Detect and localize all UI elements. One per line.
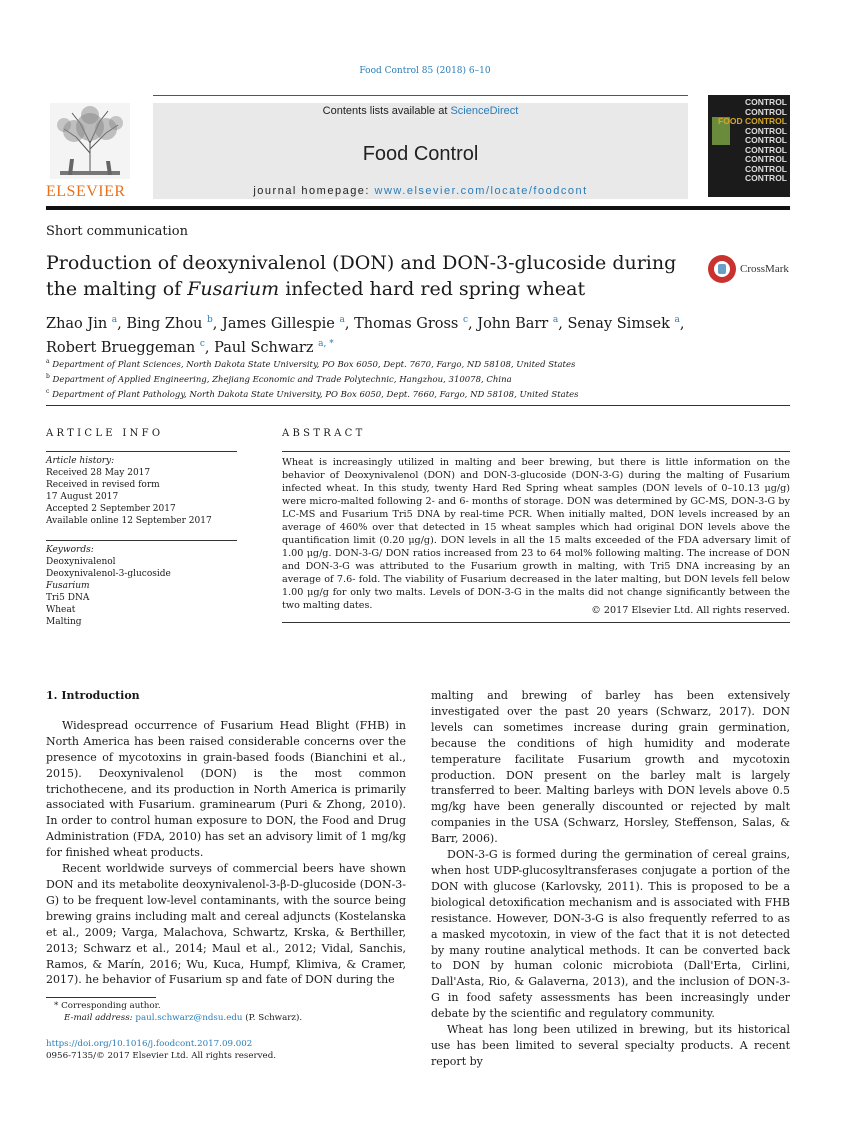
issn-line: 0956-7135/© 2017 Elsevier Ltd. All rights reserved. [46, 1051, 277, 1061]
journal-homepage-line [153, 185, 688, 197]
masthead-top-rule [153, 95, 688, 96]
paragraph: malting and brewing of barley has been extensively investigated over the past 20 years (Schwarz, 2017). DON levels can sometimes increase during grain germination, because the conditions of high humidity and moderate temperature facilitate Fusarium growth and mycotoxin production. DON present on the barley malt is largely transferred to beer. Malting barleys with DON levels above 0.5 mg/kg have been generally discounted or rejected by malt companies in the USA (Schwarz, Horsley, Steffenson, Salas, & Barr, 2006). [431, 689, 790, 846]
keyword: Deoxynivalenol [46, 557, 116, 567]
divider [46, 451, 237, 452]
cover-line: CONTROL [744, 106, 787, 117]
divider [282, 451, 790, 452]
cover-line: CONTROL [744, 154, 787, 164]
article-title [46, 250, 686, 302]
title-italic: Fusarium [187, 278, 280, 300]
author: Senay Simsek $^a$ [567, 315, 680, 332]
keywords-label: Keywords: [46, 545, 94, 555]
crossmark-icon [708, 255, 736, 283]
affiliations [46, 356, 786, 400]
journal-citation: Food Control 85 (2018) 6–10 [359, 66, 491, 76]
divider [46, 405, 790, 406]
author: John Barr $^a$ [477, 315, 559, 332]
author: James Gillespie $^a$ [222, 315, 345, 332]
title-part: Production of deoxynivalenol (DON) and DON-3-glucoside during [46, 252, 677, 274]
history-item: Received in revised form [46, 480, 160, 490]
paragraph: Wheat has long been utilized in brewing, but its historical use has been limited to several specialty products. A recent report by [431, 1023, 790, 1068]
history-label: Article history: [46, 456, 115, 466]
author: Zhao Jin $^a$ [46, 315, 118, 332]
title-part: infected hard red spring wheat [279, 278, 586, 300]
title-part: the malting of [46, 278, 188, 300]
cover-line: CONTROL [744, 125, 787, 136]
affiliation: $^a$ Department of Plant Sciences, North Dakota State University, PO Box 6050, Dept. 7670, Fargo, ND 58108, United States [46, 358, 576, 370]
journal-cover-thumbnail [708, 95, 790, 197]
body-column-left [46, 688, 406, 988]
divider [46, 540, 237, 541]
article-history [46, 455, 246, 527]
cover-line: CONTROL [744, 144, 787, 155]
author: Bing Zhou $^b$ [126, 315, 213, 332]
crossmark-badge[interactable] [708, 255, 792, 285]
cover-line: CONTROL [744, 135, 787, 145]
author-affiliation-link[interactable]: b [207, 315, 213, 325]
doi-link[interactable]: https://doi.org/10.1016/j.foodcont.2017.09.002 [46, 1039, 253, 1049]
keyword: Wheat [46, 605, 76, 615]
cover-title-lines [718, 98, 787, 184]
footnote-divider [46, 997, 156, 998]
doi-block [46, 1038, 406, 1062]
cover-line: CONTROL [744, 97, 787, 107]
sciencedirect-link[interactable]: ScienceDirect [450, 105, 519, 117]
author-affiliation-link[interactable]: c [199, 338, 205, 349]
article-info-heading: ARTICLE INFO [46, 428, 164, 439]
cover-line: FOOD CONTROL [718, 116, 787, 126]
elsevier-logo [46, 103, 134, 201]
keywords [46, 544, 246, 628]
history-item: Accepted 2 September 2017 [46, 504, 176, 514]
history-item: Available online 12 September 2017 [46, 516, 212, 526]
history-item: 17 August 2017 [46, 492, 119, 502]
section-heading: 1. Introduction [46, 689, 140, 702]
journal-name: Food Control [362, 143, 479, 165]
email-link[interactable]: paul.schwarz@ndsu.edu [135, 1013, 243, 1023]
author-affiliation-link[interactable]: a [674, 315, 680, 325]
affiliation: $^b$ Department of Applied Engineering, Zhejiang Economic and Trade Polytechnic, Hangzhou, 310078, China [46, 372, 512, 385]
body-column-right [431, 688, 790, 1070]
author-affiliation-link[interactable]: a [339, 315, 345, 325]
author: Robert Brueggeman $^c$ [46, 338, 205, 356]
history-item: Received 28 May 2017 [46, 468, 151, 478]
author-affiliation-link[interactable]: a, * [318, 338, 334, 349]
corresponding-author-note: * Corresponding author. [54, 1001, 161, 1011]
author-list: Zhao Jin $^a$, Bing Zhou $^b$, James Gillespie $^a$, Thomas Gross $^c$, John Barr $^a$, Senay Simsek $^a$, Robert Brueggeman $^c$, Paul Schwarz $^{a, *}$ [46, 315, 685, 356]
elsevier-wordmark: ELSEVIER [46, 183, 126, 200]
author: Paul Schwarz $^{a, *}$ [214, 338, 334, 356]
author-affiliation-link[interactable]: a [552, 315, 559, 325]
paragraph: Recent worldwide surveys of commercial beers have shown DON and its metabolite deoxynivalenol-3-β-D-glucoside (DON-3-G) to be frequent low-level contaminants, with the source being brewing grains including malt and cereal adjuncts (Kostelanska et al., 2009; Varga, Malachova, Schwartz, Krska, & Berthiller, 2013; Schwarz et al., 2014; Maul et al., 2012; Vidal, Sanchis, Ramos, & Marín, 2016; Wu, Kuca, Humpf, Klimiva, & Cramer, 2017). he behavior of Fusarium sp and fate of DON during the [46, 862, 406, 987]
article-type: Short communication [46, 224, 188, 239]
abstract-copyright: © 2017 Elsevier Ltd. All rights reserved. [591, 605, 790, 616]
keyword: Fusarium [46, 581, 90, 591]
keyword: Tri5 DNA [46, 593, 90, 603]
author-affiliation-link[interactable]: a [111, 315, 118, 325]
contents-line [153, 105, 688, 117]
footnotes [46, 1000, 406, 1024]
abstract-heading: ABSTRACT [282, 428, 366, 439]
paragraph: DON-3-G is formed during the germination of cereal grains, when host UDP-glucosyltransferases conjugate a portion of the DON with glucose (Karlovsky, 2011). This is proposed to be a biological detoxification mechanism and is associated with FHB resistance. However, DON-3-G is also frequently referred to as a masked mycotoxin, in view of the fact that it is not detected by many routine analytical methods. It can be converted back to DON by human colonic microbiota (Dall'Erta, Cirlini, Dall'Asta, Rio, & Galaverna, 2013), and the inclusion of DON-3-G in food safety assessments has been increasingly under debate by the scientific and regulatory community. [431, 848, 790, 1021]
cover-line: CONTROL [744, 163, 787, 174]
crossmark-label: CrossMark [740, 263, 789, 275]
journal-masthead [46, 95, 790, 205]
cover-line: CONTROL [744, 173, 787, 183]
abstract-text: Wheat is increasingly utilized in malting and beer brewing, but there is little information on the behavior of Deoxynivalenol (DON) and DON-3-glucoside (DON-3-G) during the malting of Fusarium infected wheat. In this study, twenty Hard Red Spring wheat samples (DON levels of 0–10.13 μg/g) were micro-malted following 2- and 6- months of storage. DON was determined by GC-MS, DON-3-G by LC-MS and Fusarium Tri5 DNA by real-time PCR. When initially malted, DON levels increased by an average of 460% over that detected in 15 wheat samples which had original DON levels above the quantification limit (0.20 μg/g). DON levels in all the 15 malts exceeded of the FDA adversary limit of 1.00 μg/g. DON-3-G/ DON ratios increased from 23 to 64 mol% following malting. The increase of DON and DON-3-G was attributed to the Fusarium growth in malting, with Tri5 DNA increasing by an average of 7.6- fold. The viability of Fusarium decreased in the later malting, but DON levels fell below 1.00 μg/g for only two malts. Levels of DON-3-G in the malts did not change significantly between the two malting dates. [282, 457, 790, 611]
masthead-bottom-rule [46, 206, 790, 210]
affiliation: $^c$ Department of Plant Pathology, North Dakota State University, PO Box 6050, Dept. 7660, Fargo, ND 58108, United States [46, 387, 579, 400]
keyword: Deoxynivalenol-3-glucoside [46, 569, 171, 579]
elsevier-tree-icon [50, 103, 130, 179]
divider [282, 622, 790, 623]
homepage-prefix: journal homepage: [253, 185, 375, 197]
keyword: Malting [46, 617, 82, 627]
journal-info-box [153, 103, 688, 199]
author: Thomas Gross $^c$ [354, 315, 469, 332]
paragraph: Widespread occurrence of Fusarium Head Blight (FHB) in North America has been raised considerable concerns over the presence of mycotoxins in grain-based foods (Bianchini et al., 2015). Deoxynivalenol (DON) is the most common trichothecene, and its production in North America is primarily associated with Fusarium. graminearum (Puri & Zhong, 2010). In order to control human exposure to DON, the Food and Drug Administration (FDA, 2010) has set an advisory limit of 1 mg/kg for finished wheat products. [46, 718, 406, 860]
author-affiliation-link[interactable]: c [462, 315, 469, 325]
contents-prefix: Contents lists available at [322, 105, 451, 117]
journal-homepage-link[interactable]: www.elsevier.com/locate/foodcont [374, 185, 588, 197]
email-note: E-mail address: paul.schwarz@ndsu.edu (P. Schwarz). [64, 1013, 303, 1023]
